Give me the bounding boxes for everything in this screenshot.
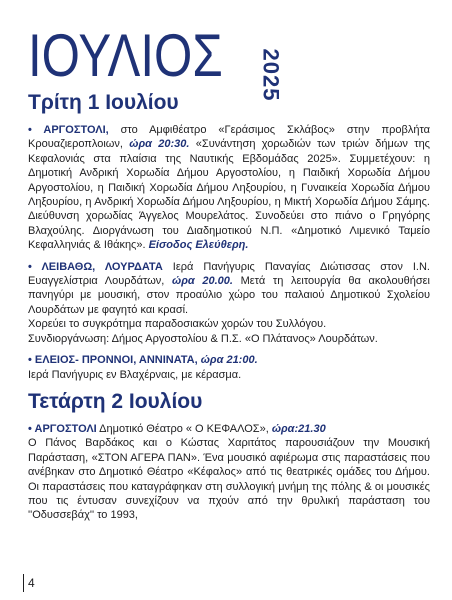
agenda-content (28, 90, 430, 530)
bullet-icon: • (28, 124, 44, 136)
event-extra-line: Ιερά Πανήγυρις εν Βλαχέρναις, με κέρασμα. (28, 368, 242, 381)
event-venue: στο Αμφιθέατρο «Γεράσιμος Σκλάβος» στην προβλήτα Κρουαζιεροπλοιων, (28, 124, 431, 151)
event-time: ώρα 20:30. (129, 138, 190, 151)
event-venue: Δημοτικό Θέατρο « Ο ΚΕΦΑΛΟΣ», (96, 422, 272, 435)
event-description: Μετά τη λειτουργία θα ακολουθήσει πανηγύρι με μουσική, στον προαύλιο χώρο του παλαιού Δημοτικού Σχολείου Λουρδάτων με φαγητό και κρασί. (28, 275, 430, 316)
event-item (28, 123, 430, 253)
event-venue: Ιερά Πανήγυρις Παναγίας Διώτισσας στον Ι.Ν. Ευαγγελίστρια Λουρδάτων, (28, 260, 430, 288)
event-item (28, 260, 430, 346)
bullet-icon: • (28, 260, 42, 273)
event-text (28, 353, 430, 367)
day-heading: Τρίτη 1 Ιουλίου (28, 91, 179, 114)
event-extra-line: Ο Πάνος Βαρδάκος και ο Κώστας Χαριτάτος παρουσιάζουν την Μουσική Παράσταση, «ΣΤΟΝ ΑΓΕΡΑ ΠΑΝ». Ένα μουσικό αφιέρωμα στις παραστάσεις που ανέβηκαν στο Δημοτικό Θέατρο «Κέφαλος» από τις θεατρικές ομάδες του Δήμου. Οι παραστάσεις που καταγράφηκαν στη συλλογική μνήμη της πόλης & οι μουσικές που τις έντυσαν συνεχίζουν να πχούν από την θρυλική παράσταση του ''Οδυσσεβάχ'' το 1993, (28, 437, 430, 522)
event-extra-line: Συνδιοργάνωση: Δήμος Αργοστολίου & Π.Σ. «Ο Πλάτανος» Λουρδάτων. (28, 332, 378, 345)
event-text (28, 422, 430, 436)
bullet-icon: • (28, 354, 35, 367)
event-place: ΛΕΙΒΑΘΩ, ΛΟΥΡΔΑΤΑ (41, 260, 163, 273)
event-time: ώρα 21:00. (200, 354, 258, 367)
event-text (28, 260, 430, 318)
event-place: ΑΡΓΟΣΤΟΛΙ (34, 422, 97, 435)
event-item (28, 353, 430, 382)
event-time: ώρα:21.30 (271, 422, 326, 435)
bullet-icon: • (28, 422, 35, 435)
event-place: ΕΛΕΙΟΣ- ΠΡΟΝΝΟΙ, ΑΝΝΙΝΑΤΑ, (34, 354, 198, 367)
event-text (28, 123, 430, 253)
event-time: ώρα 20.00. (172, 275, 233, 288)
page-number: 4 (23, 574, 35, 592)
month-title: ΙΟΥΛΙΟΣ (28, 22, 223, 89)
year-label: 2025 (258, 48, 284, 102)
event-note: Είσοδος Ελεύθερη. (148, 239, 249, 252)
event-item (28, 422, 430, 523)
day-heading: Τετάρτη 2 Ιουλίου (28, 389, 203, 413)
event-extra-line: Χορεύει το συγκρότημα παραδοσιακών χορών του Συλλόγου. (28, 318, 327, 331)
event-place: ΑΡΓΟΣΤΟΛΙ, (43, 124, 109, 136)
event-description: «Συνάντηση χορωδιών των τριών δήμων της Κεφαλονιάς στα πλαίσια της Ναυτικής Εβδομάδας 2025». Συμμετέχουν: η Δημοτική Ανδρική Χορωδία Δήμου Αργοστολίου, η Παιδική Χορωδία Δήμου Αργοστολίου, η Παιδική Χορωδία Δήμου Ληξουρίου, η Γυναικεία Χορωδία Δήμου Ληξουρίου, η Ανδρική Χορωδία Δήμου Ληξουρίου, η Μικτή Χορωδία Δήμου Σάμης. Διεύθυνση χορωδίας Άγγελος Μουρελάτος. Συνοδεύει στο πιάνο ο Γρηγόρης Βλαχούλης. Διοργάνωση του Διαδημοτικού Ν.Π. «Δημοτικό Λιμενικό Ταμείο Κεφαλληνιάς & Ιθάκης». (28, 138, 430, 252)
